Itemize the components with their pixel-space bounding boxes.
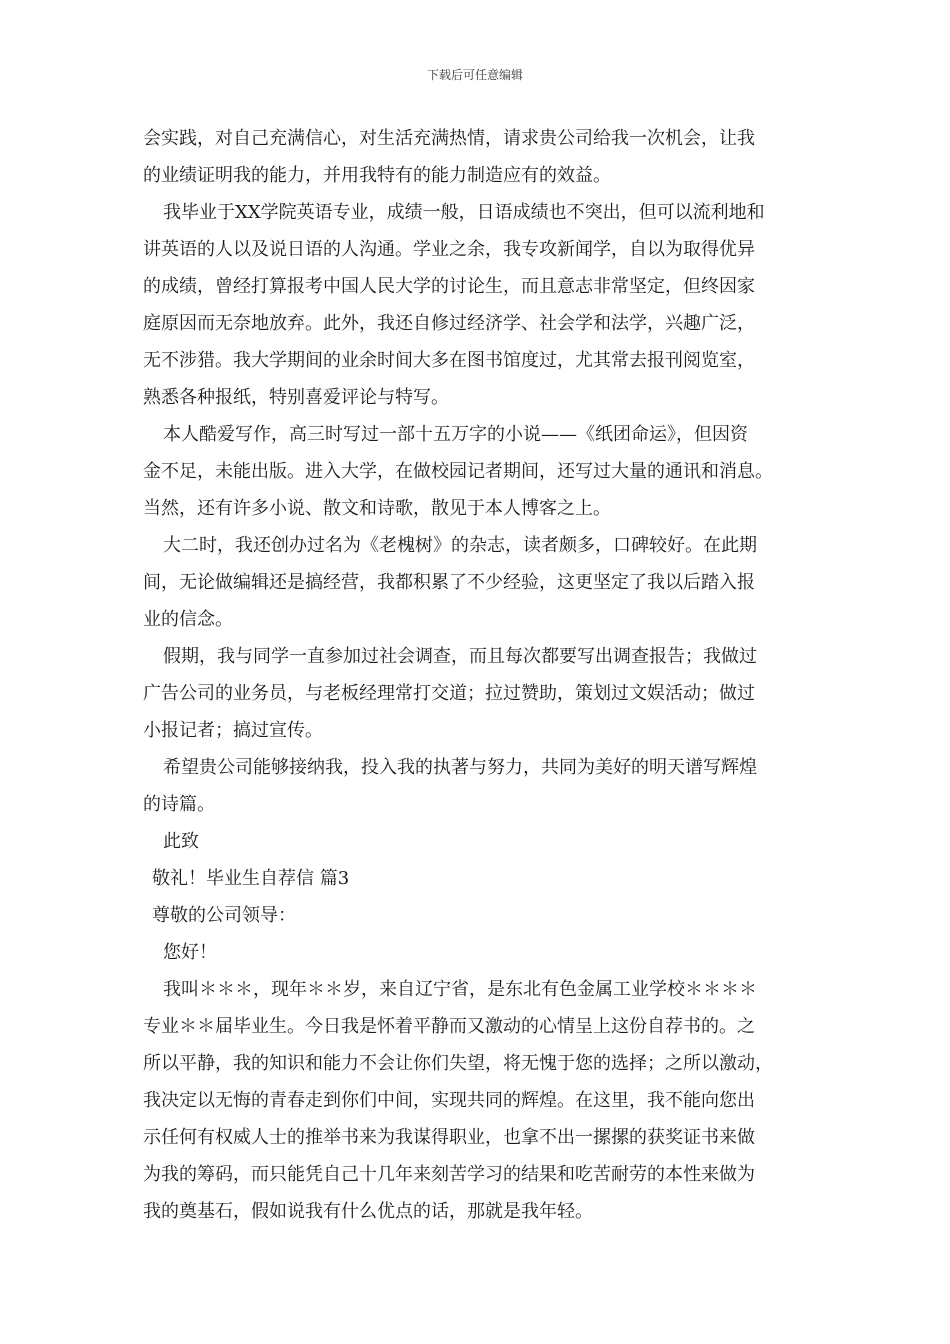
text-line: 的成绩，曾经打算报考中国人民大学的讨论生，而且意志非常坚定，但终因家 xyxy=(143,276,755,297)
text-line: 无不涉猎。我大学期间的业余时间大多在图书馆度过，尤其常去报刊阅览室， xyxy=(143,350,755,371)
salutation-heading-line: 敬礼！毕业生自荐信 篇3 xyxy=(152,868,350,889)
text-line: 示任何有权威人士的推举书来为我谋得职业，也拿不出一摞摞的获奖证书来做 xyxy=(143,1127,755,1148)
text-line: 我的奠基石，假如说我有什么优点的话，那就是我年轻。 xyxy=(143,1201,593,1222)
text-line: 业的信念。 xyxy=(143,609,233,630)
text-line: 当然，还有许多小说、散文和诗歌，散见于本人博客之上。 xyxy=(143,498,611,519)
text-line: 会实践，对自己充满信心，对生活充满热情，请求贵公司给我一次机会，让我 xyxy=(143,128,755,149)
text-line: 的业绩证明我的能力，并用我特有的能力制造应有的效益。 xyxy=(143,165,611,186)
paragraph-start-line: 大二时，我还创办过名为《老槐树》的杂志，读者颇多，口碑较好。在此期 xyxy=(163,535,757,556)
paragraph-start-line: 我毕业于XX学院英语专业，成绩一般，日语成绩也不突出，但可以流利地和 xyxy=(163,202,765,223)
text-line: 讲英语的人以及说日语的人沟通。学业之余，我专攻新闻学，自以为取得优异 xyxy=(143,239,755,260)
greeting-line: 尊敬的公司领导： xyxy=(152,905,296,926)
text-line: 庭原因而无奈地放弃。此外，我还自修过经济学、社会学和法学，兴趣广泛， xyxy=(143,313,755,334)
text-line: 熟悉各种报纸，特别喜爱评论与特写。 xyxy=(143,387,449,408)
paragraph-start-line: 本人酷爱写作，高三时写过一部十五万字的小说——《纸团命运》，但因资 xyxy=(163,424,748,445)
text-line: 小报记者；搞过宣传。 xyxy=(143,720,323,741)
paragraph-start-line: 假期，我与同学一直参加过社会调查，而且每次都要写出调查报告；我做过 xyxy=(163,646,757,667)
header-note: 下载后可任意编辑 xyxy=(426,68,523,82)
text-line: 为我的筹码，而只能凭自己十几年来刻苦学习的结果和吃苦耐劳的本性来做为 xyxy=(143,1164,755,1185)
text-line: 广告公司的业务员，与老板经理常打交道；拉过赞助，策划过文娱活动；做过 xyxy=(143,683,755,704)
hello-line: 您好！ xyxy=(163,942,217,963)
text-line: 所以平静，我的知识和能力不会让你们失望，将无愧于您的选择；之所以激动， xyxy=(143,1053,773,1074)
text-line: 的诗篇。 xyxy=(143,794,215,815)
text-line: 间，无论做编辑还是搞经营，我都积累了不少经验，这更坚定了我以后踏入报 xyxy=(143,572,755,593)
paragraph-start-line: 希望贵公司能够接纳我，投入我的执著与努力，共同为美好的明天谱写辉煌 xyxy=(163,757,757,778)
text-line: 我决定以无悔的青春走到你们中间，实现共同的辉煌。在这里，我不能向您出 xyxy=(143,1090,755,1111)
paragraph-start-line: 我叫＊＊＊，现年＊＊岁，来自辽宁省，是东北有色金属工业学校＊＊＊＊ xyxy=(163,979,757,1000)
closing-line: 此致 xyxy=(163,831,199,852)
text-line: 金不足，未能出版。进入大学，在做校园记者期间，还写过大量的通讯和消息。 xyxy=(143,461,773,482)
body-text xyxy=(143,120,823,1230)
text-line: 专业＊＊届毕业生。今日我是怀着平静而又激动的心情呈上这份自荐书的。之 xyxy=(143,1016,755,1037)
